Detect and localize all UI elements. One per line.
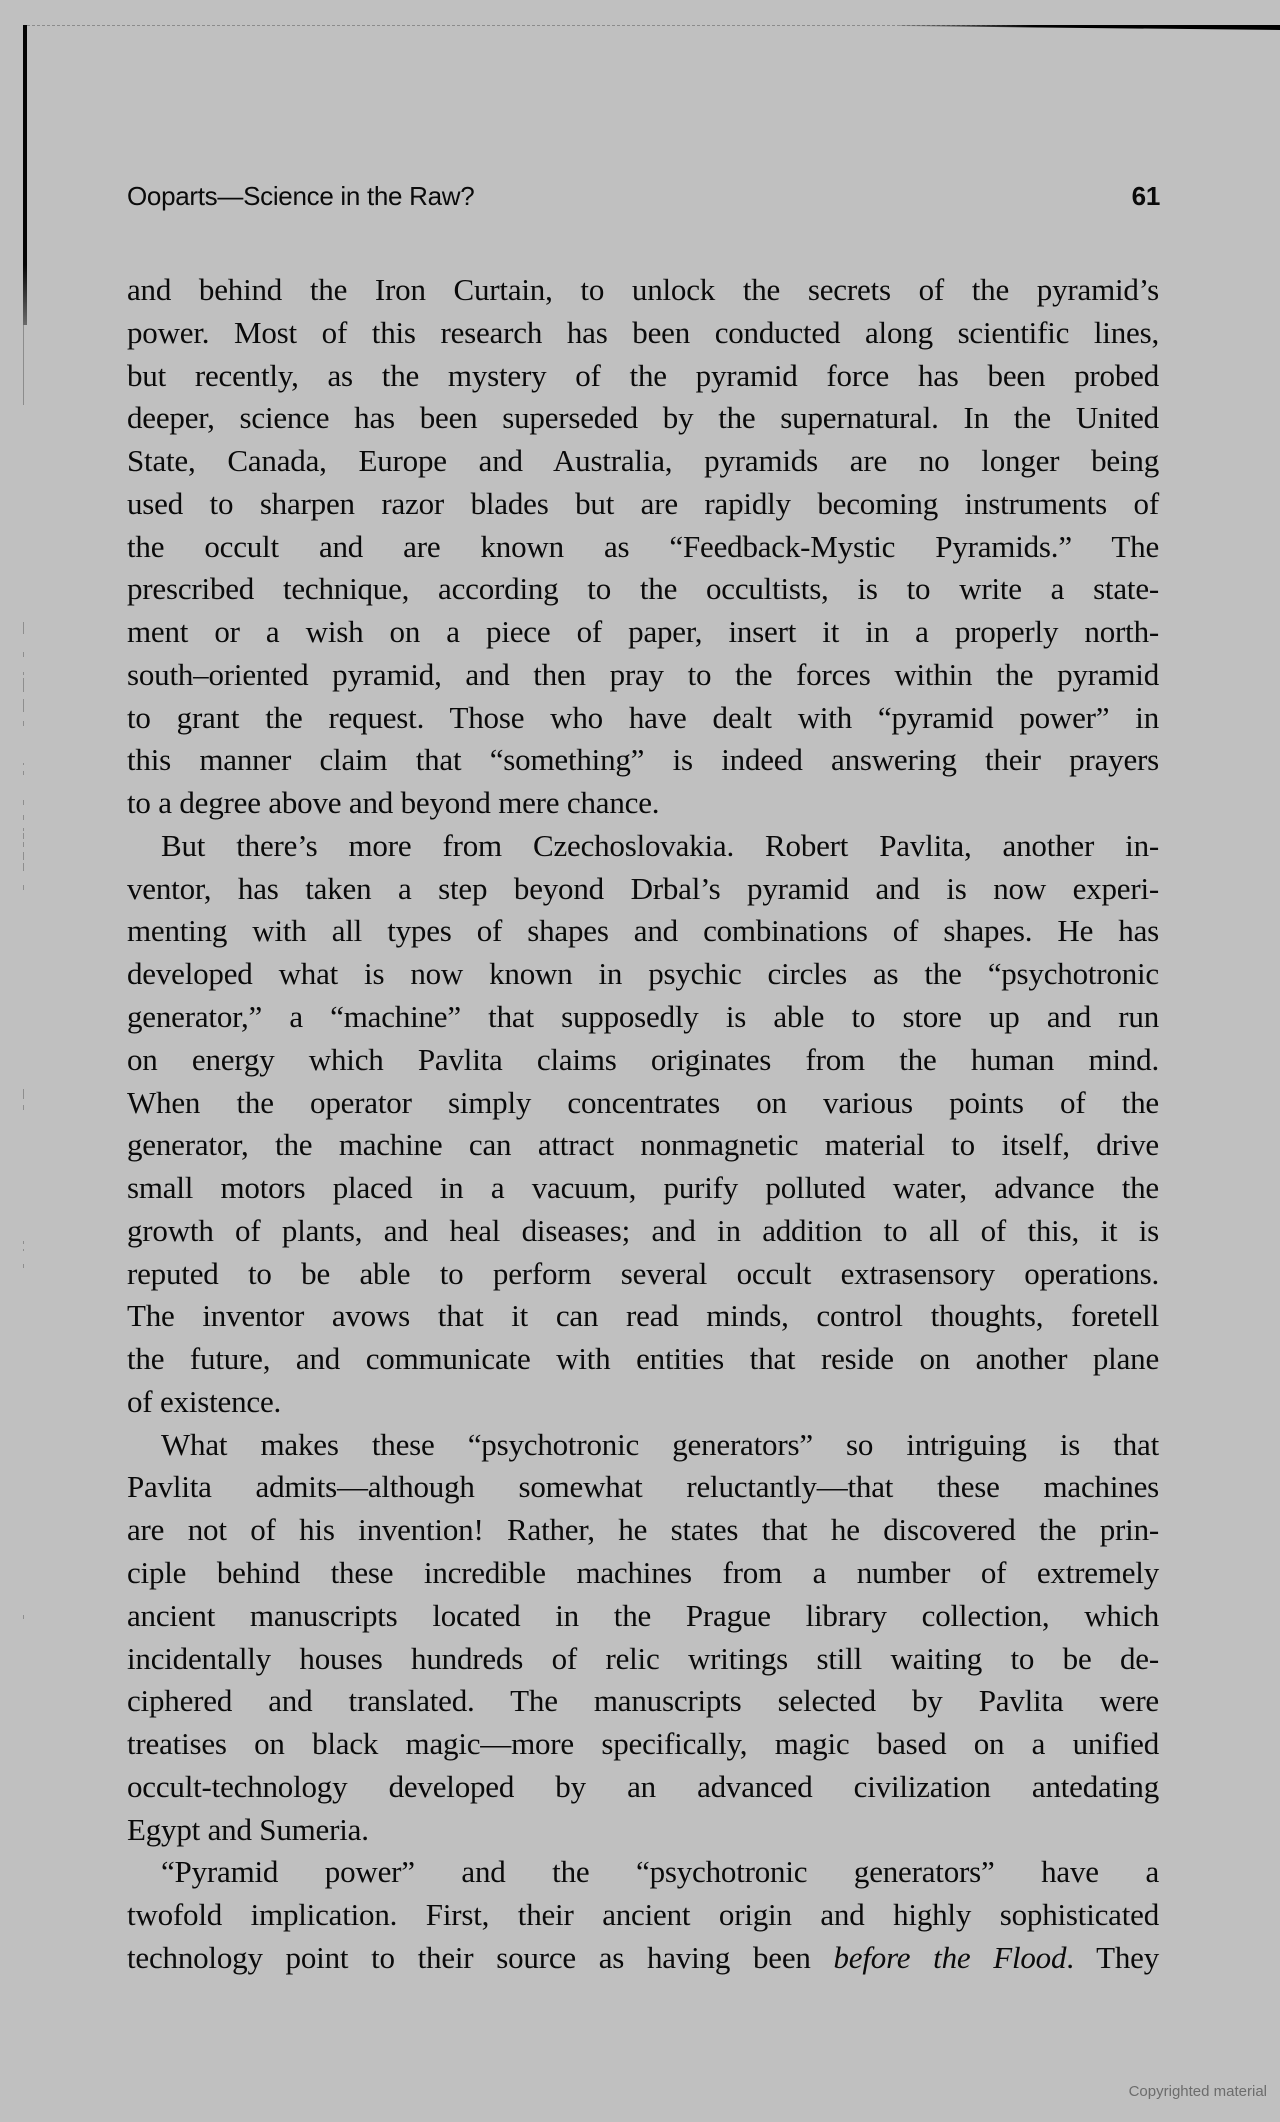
text-line: growth of plants, and heal diseases; and in addition to all of this, it is xyxy=(127,1212,1159,1248)
text-line: ciple behind these incredible machines from a number of extremely xyxy=(127,1554,1159,1590)
page-number: 61 xyxy=(1131,181,1160,211)
text-line: menting with all types of shapes and combinations of shapes. He has xyxy=(127,913,1159,949)
text-line: the occult and are known as “Feedback-Mystic Pyramids.” The xyxy=(127,528,1159,564)
text-line: What makes these “psychotronic generators” so intriguing is that xyxy=(161,1426,1159,1462)
text-line: this manner claim that “something” is indeed answering their prayers xyxy=(127,742,1159,778)
running-head xyxy=(127,181,1160,213)
copyright-watermark: Copyrighted material xyxy=(1128,2083,1267,2100)
text-line: used to sharpen razor blades but are rapidly becoming instruments of xyxy=(127,485,1159,521)
text-line: the future, and communicate with entities that reside on another plane xyxy=(127,1341,1159,1377)
text-line: are not of his invention! Rather, he states that he discovered the prin- xyxy=(127,1512,1159,1548)
paragraph-4 xyxy=(127,1851,1159,1979)
text-line: of existence. xyxy=(127,1383,282,1419)
paragraph-3 xyxy=(127,1424,1159,1852)
text-line: and behind the Iron Curtain, to unlock the secrets of the pyramid’s xyxy=(127,272,1159,307)
text-line: The inventor avows that it can read minds, control thoughts, foretell xyxy=(127,1298,1159,1334)
text-line: on energy which Pavlita claims originates from the human mind. xyxy=(127,1041,1159,1077)
page-frame-top-shadow xyxy=(900,25,1280,30)
text-line: incidentally houses hundreds of relic writings still waiting to be de- xyxy=(127,1640,1159,1676)
text-line: power. Most of this research has been conducted along scientific lines, xyxy=(127,314,1159,350)
paragraph-1 xyxy=(127,269,1159,825)
text-line: generator,” a “machine” that supposedly is able to store up and run xyxy=(127,999,1159,1035)
text-line: to a degree above and beyond mere chance. xyxy=(127,785,660,821)
text-line: State, Canada, Europe and Australia, pyramids are no longer being xyxy=(127,443,1159,479)
text-line: deeper, science has been superseded by the supernatural. In the United xyxy=(127,400,1159,436)
text-run: technology point to their source as having been xyxy=(127,1939,834,1975)
italic-emphasis: before the Flood xyxy=(833,1939,1067,1975)
text-line: But there’s more from Czechoslovakia. Robert Pavlita, another in- xyxy=(161,827,1159,863)
text-line: ciphered and translated. The manuscripts selected by Pavlita were xyxy=(127,1683,1159,1719)
text-run: . They xyxy=(1066,1939,1159,1975)
text-line: generator, the machine can attract nonmagnetic material to itself, drive xyxy=(127,1127,1159,1163)
text-line: occult-technology developed by an advanced civilization antedating xyxy=(127,1768,1159,1804)
text-line: ment or a wish on a piece of paper, insert it in a properly north- xyxy=(127,614,1159,650)
text-line: “Pyramid power” and the “psychotronic generators” have a xyxy=(161,1854,1159,1890)
text-line: ventor, has taken a step beyond Drbal’s pyramid and is now experi- xyxy=(127,870,1159,906)
text-line: ancient manuscripts located in the Prague library collection, which xyxy=(127,1597,1159,1633)
text-line: Egypt and Sumeria. xyxy=(127,1811,369,1847)
text-line: prescribed technique, according to the occultists, is to write a state- xyxy=(127,571,1159,607)
text-line: twofold implication. First, their ancient origin and highly sophisticated xyxy=(127,1897,1159,1933)
text-line: but recently, as the mystery of the pyramid force has been probed xyxy=(127,357,1159,393)
text-line: reputed to be able to perform several occult extrasensory operations. xyxy=(127,1255,1159,1291)
paragraph-2 xyxy=(127,825,1159,1424)
text-line: south–oriented pyramid, and then pray to the forces within the pyramid xyxy=(127,656,1159,692)
text-line: When the operator simply concentrates on various points of the xyxy=(127,1084,1159,1120)
chapter-title: Ooparts—Science in the Raw? xyxy=(127,181,475,211)
text-line: small motors placed in a vacuum, purify polluted water, advance the xyxy=(127,1170,1159,1206)
text-line: to grant the request. Those who have dealt with “pyramid power” in xyxy=(127,699,1159,735)
text-line-final xyxy=(127,1937,1159,1980)
body-text xyxy=(127,269,1159,1980)
text-line: developed what is now known in psychic circles as the “psychotronic xyxy=(127,956,1159,992)
text-line: Pavlita admits—although somewhat reluctantly—that these machines xyxy=(127,1469,1159,1505)
scan-margin-marks xyxy=(23,0,24,2122)
text-line: treatises on black magic—more specifically, magic based on a unified xyxy=(127,1726,1159,1762)
